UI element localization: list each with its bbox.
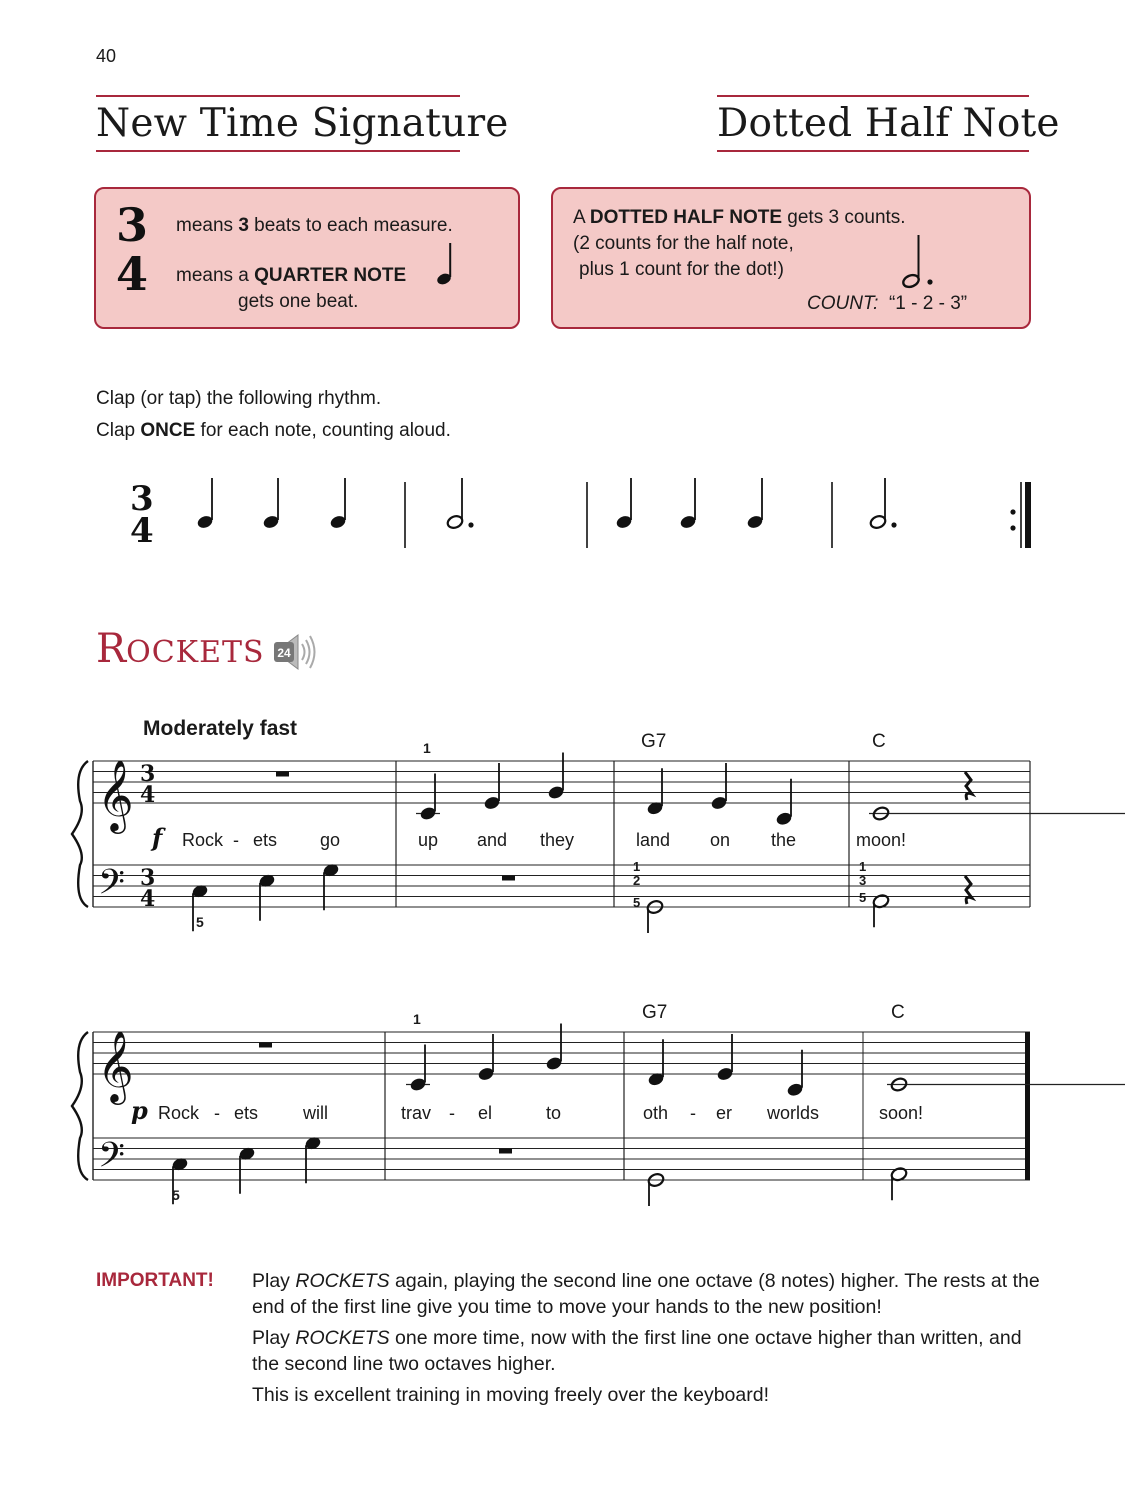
label-text: 1 bbox=[423, 740, 431, 756]
important-p1: Play ROCKETS again, playing the second line one octave (8 notes) higher. The rests at the end of the first line give you time to move your hands to the new position! bbox=[252, 1270, 1040, 1318]
label-text: 5 bbox=[172, 1187, 180, 1203]
label-text: el bbox=[478, 1103, 493, 1123]
label-text: - bbox=[690, 1103, 696, 1123]
time-sig-top: 3 bbox=[140, 761, 156, 787]
time-sig-bottom: 4 bbox=[140, 782, 156, 808]
label-text: Rock bbox=[158, 1103, 200, 1123]
ts-line2: means a QUARTER NOTE bbox=[176, 265, 407, 286]
rhythm-ts-top: 3 bbox=[130, 479, 154, 519]
label-text: moon! bbox=[856, 830, 907, 850]
quarter-rest bbox=[965, 772, 972, 800]
label-text: 5 bbox=[633, 895, 641, 910]
label-text: - bbox=[233, 830, 239, 850]
label-text: 5 bbox=[196, 914, 204, 930]
label-text: Rock bbox=[182, 830, 224, 850]
label-text: worlds bbox=[767, 1103, 820, 1123]
label-text: G7 bbox=[642, 1002, 668, 1023]
label-text: G7 bbox=[641, 731, 667, 752]
label-text: 5 bbox=[859, 890, 867, 905]
label-text: 1 bbox=[633, 859, 641, 874]
heading-text: New Time Signature bbox=[96, 101, 509, 146]
label-text: to bbox=[546, 1103, 562, 1123]
label-text: on bbox=[710, 830, 731, 850]
dh-line3: plus 1 count for the dot!) bbox=[579, 259, 784, 280]
label-text: will bbox=[303, 1103, 328, 1123]
instruction-line2: Clap ONCE for each note, counting aloud. bbox=[96, 420, 451, 441]
ts-top-number: 3 bbox=[116, 198, 149, 252]
count-line: COUNT: “1 - 2 - 3” bbox=[807, 293, 968, 314]
label-text: er bbox=[716, 1103, 733, 1123]
label-text: 3 bbox=[859, 873, 867, 888]
treble-clef: 𝄞 bbox=[97, 1029, 134, 1102]
label-text: C bbox=[891, 1002, 905, 1023]
dynamic-marking: f bbox=[152, 823, 163, 852]
system-1 bbox=[72, 731, 1125, 933]
bass-clef: 𝄢 bbox=[98, 1134, 126, 1184]
label-text: trav bbox=[401, 1103, 432, 1123]
time-sig-bottom: 4 bbox=[140, 886, 156, 912]
label-text: up bbox=[418, 830, 439, 850]
label-text: 1 bbox=[859, 859, 867, 874]
label-text: land bbox=[636, 830, 671, 850]
treble-clef: 𝄞 bbox=[97, 758, 134, 831]
dh-line2: (2 counts for the half note, bbox=[573, 233, 794, 254]
rhythm-ts-bottom: 4 bbox=[130, 511, 154, 551]
whole-rest bbox=[499, 1149, 512, 1154]
label-text: go bbox=[320, 830, 341, 850]
important-label: IMPORTANT! bbox=[96, 1270, 214, 1291]
label-text: - bbox=[214, 1103, 220, 1123]
label-text: C bbox=[872, 731, 886, 752]
whole-rest bbox=[502, 876, 515, 881]
heading-text: Dotted Half Note bbox=[717, 101, 1060, 146]
brace bbox=[72, 761, 88, 907]
system-2 bbox=[72, 1002, 1125, 1206]
instruction-line1: Clap (or tap) the following rhythm. bbox=[96, 388, 382, 409]
whole-rest bbox=[276, 772, 289, 777]
label-text: 2 bbox=[633, 873, 641, 888]
ts-line3: gets one beat. bbox=[238, 291, 359, 312]
label-text: ets bbox=[253, 830, 278, 850]
important-p2: Play ROCKETS one more time, now with the first line one octave higher than written, and the second line two octaves higher. bbox=[252, 1327, 1022, 1375]
label-text: ets bbox=[234, 1103, 259, 1123]
dynamic-marking: p bbox=[131, 1096, 148, 1125]
dh-line1: A DOTTED HALF NOTE gets 3 counts. bbox=[573, 207, 906, 228]
important-p3: This is excellent training in moving freely over the keyboard! bbox=[252, 1384, 769, 1406]
bass-clef: 𝄢 bbox=[98, 861, 126, 911]
label-text: and bbox=[477, 830, 508, 850]
quarter-rest bbox=[965, 876, 972, 904]
label-text: oth bbox=[643, 1103, 669, 1123]
ts-bottom-number: 4 bbox=[116, 247, 149, 301]
ts-line1: means 3 beats to each measure. bbox=[176, 215, 453, 236]
page-number: 40 bbox=[96, 46, 117, 66]
brace bbox=[72, 1032, 88, 1180]
tempo-marking: Moderately fast bbox=[143, 717, 298, 740]
label-text: - bbox=[449, 1103, 455, 1123]
label-text: the bbox=[771, 830, 797, 850]
song-title: ROCKETS bbox=[96, 626, 265, 672]
label-text: soon! bbox=[879, 1103, 924, 1123]
whole-rest bbox=[259, 1043, 272, 1048]
final-barline bbox=[1025, 1032, 1030, 1180]
track-number: 24 bbox=[277, 646, 291, 660]
time-sig-top: 3 bbox=[140, 865, 156, 891]
label-text: they bbox=[540, 830, 575, 850]
important-text bbox=[252, 1268, 1042, 1413]
label-text: 1 bbox=[413, 1011, 421, 1027]
